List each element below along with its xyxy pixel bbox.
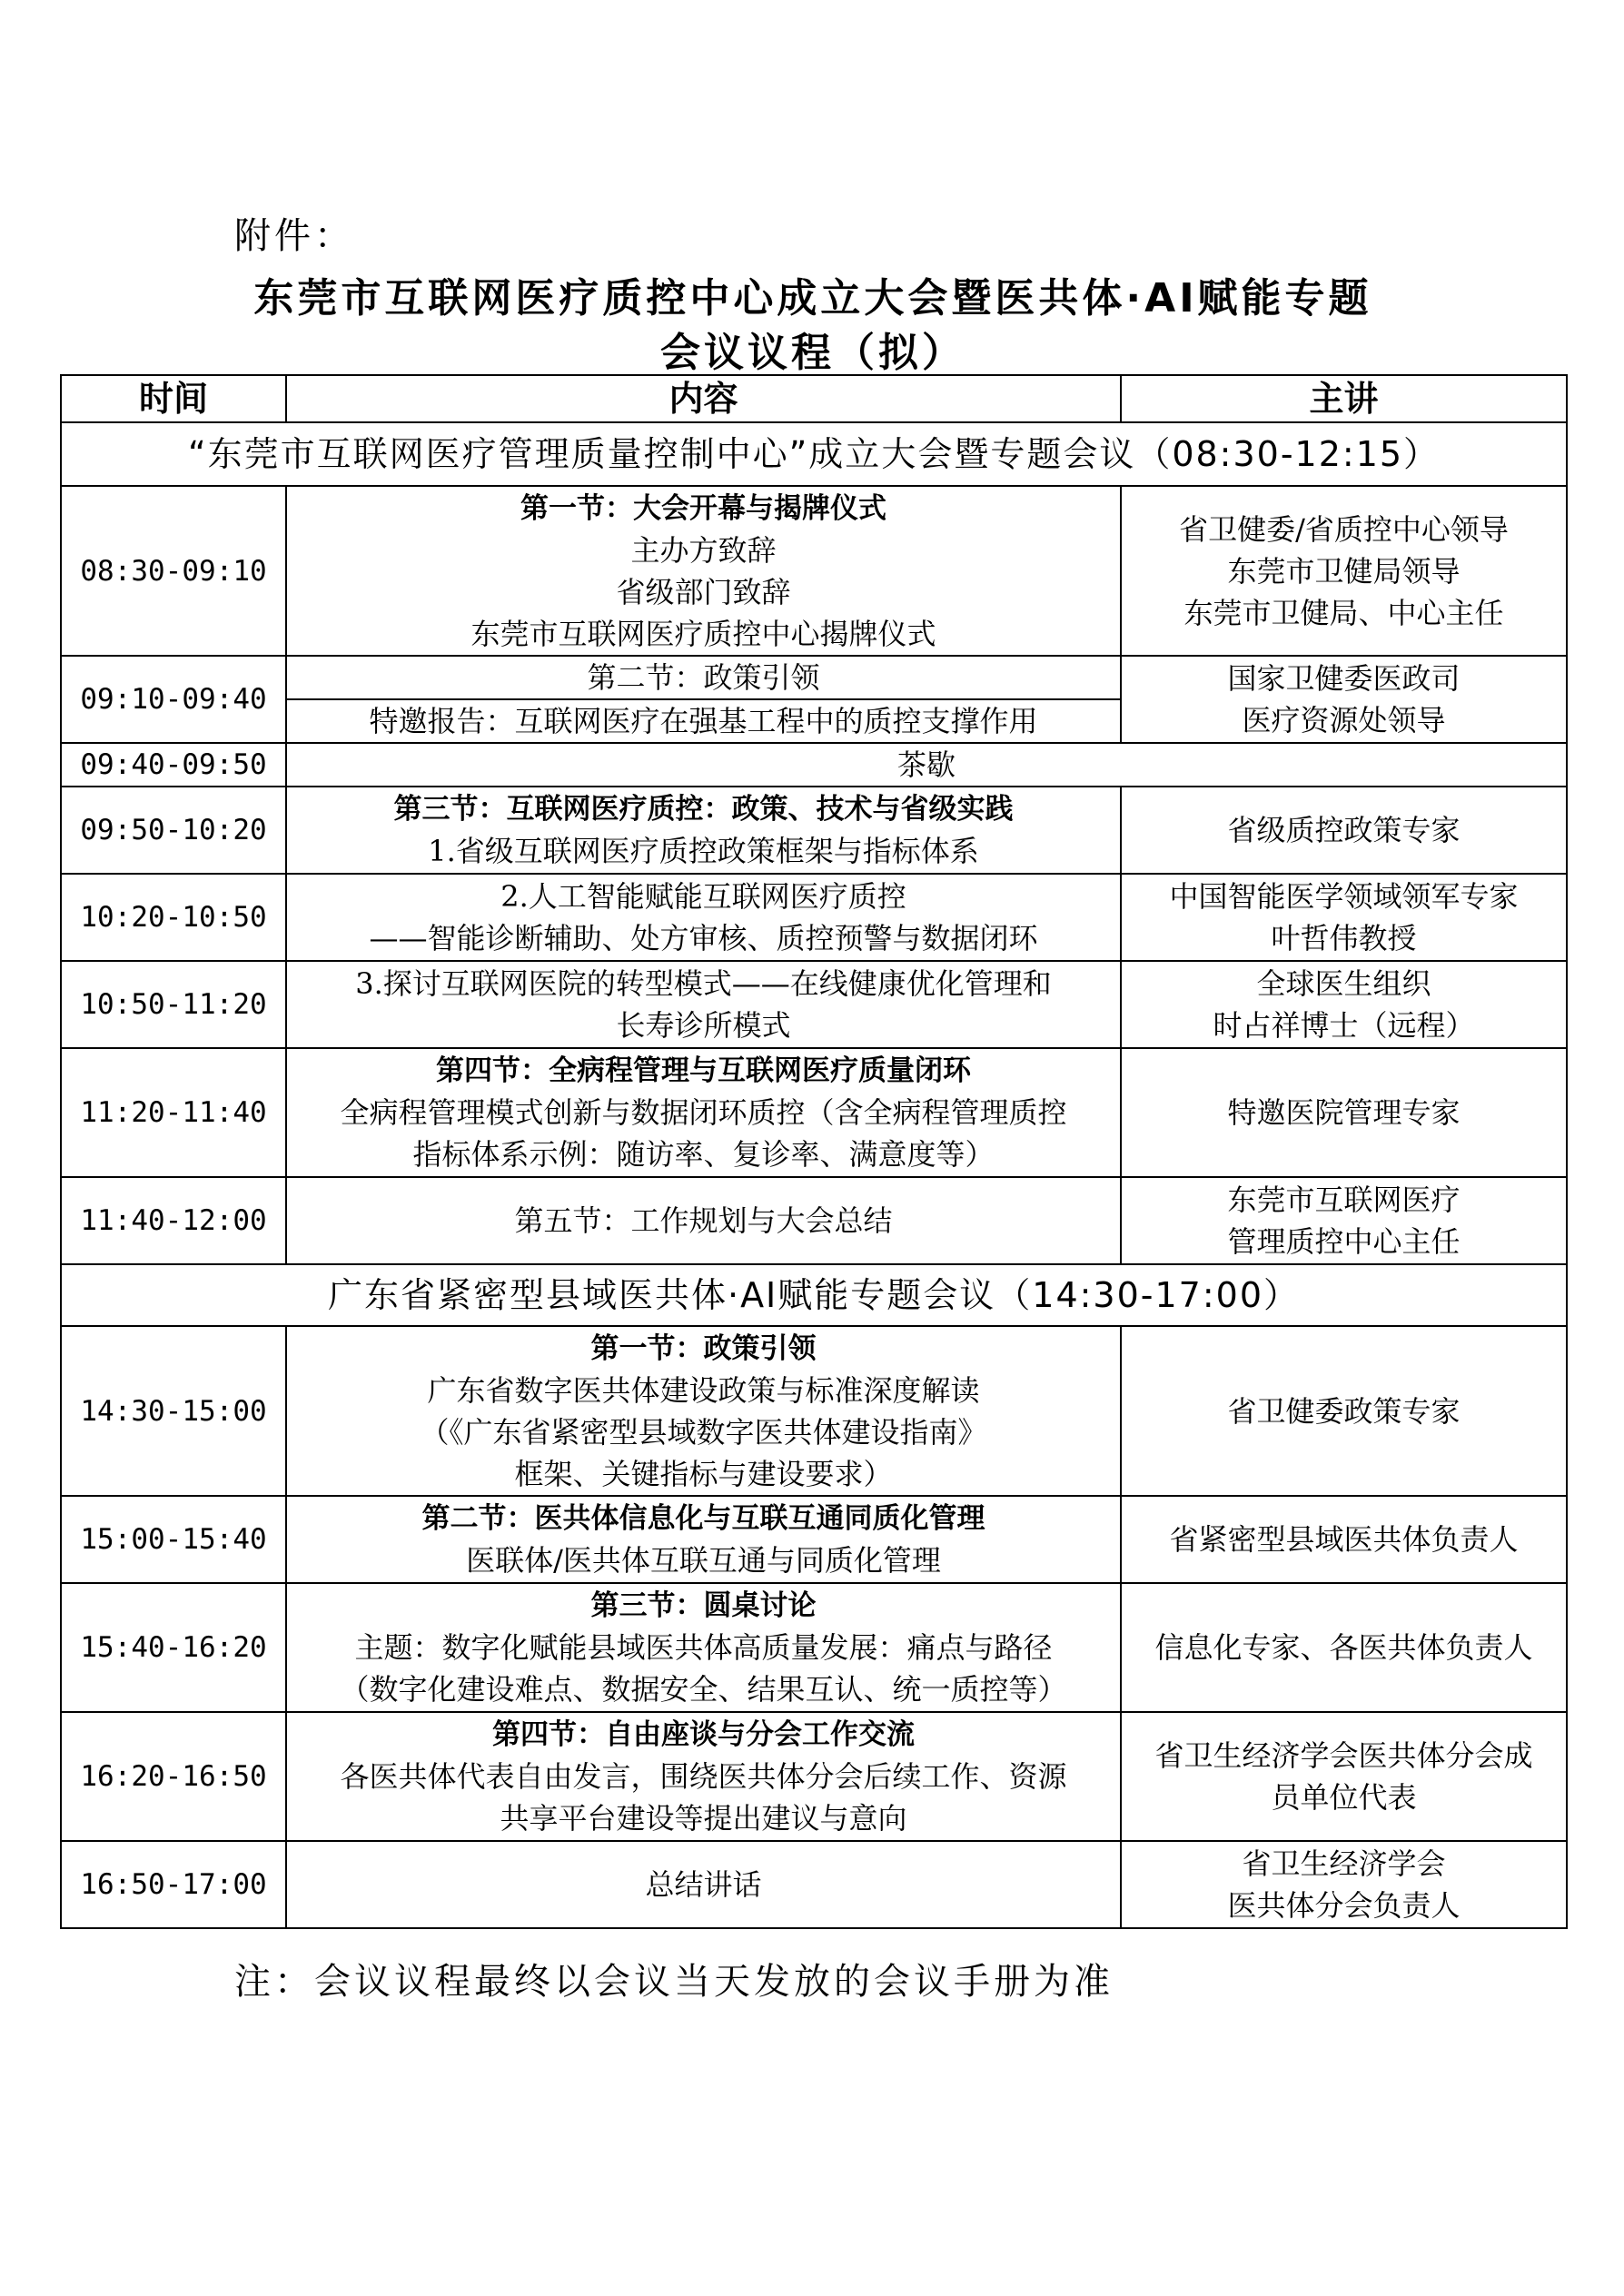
- content-line: 长寿诊所模式: [616, 1008, 791, 1043]
- footnote: 注：会议议程最终以会议当天发放的会议手册为准: [234, 1961, 1114, 2003]
- content-line: 全病程管理模式创新与数据闭环质控（含全病程管理质控: [340, 1095, 1067, 1130]
- content-line: 广东省数字医共体建设政策与标准深度解读: [427, 1372, 980, 1408]
- session-title: 第三节：互联网医疗质控：政策、技术与省级实践: [393, 793, 1014, 826]
- speaker-line: 东莞市互联网医疗: [1227, 1183, 1461, 1217]
- content-line: 医联体/医共体互联互通与同质化管理: [466, 1543, 941, 1578]
- row-content: [286, 486, 1121, 656]
- content-line: 东莞市互联网医疗质控中心揭牌仪式: [470, 616, 936, 651]
- content-line: 1.省级互联网医疗质控政策框架与指标体系: [428, 834, 979, 868]
- row-content: [286, 1712, 1121, 1841]
- table-header-row: [61, 375, 1567, 422]
- speaker-line: 叶哲伟教授: [1271, 921, 1417, 955]
- section-heading-row: [61, 1264, 1567, 1326]
- speaker-line: 国家卫健委医政司: [1227, 661, 1461, 696]
- session-title: 第二节：医共体信息化与互联互通同质化管理: [421, 1502, 985, 1535]
- session-title: 总结讲话: [286, 1841, 1121, 1928]
- row-content: [286, 1326, 1121, 1496]
- row-speaker: [1121, 1841, 1567, 1928]
- speaker-line: 管理质控中心主任: [1227, 1224, 1461, 1259]
- session-title: 第四节：自由座谈与分会工作交流: [492, 1718, 915, 1751]
- row-time: 16:50-17:00: [61, 1841, 286, 1928]
- content-line: （数字化建设难点、数据安全、结果互认、统一质控等）: [340, 1672, 1067, 1707]
- content-line: ——智能诊断辅助、处方审核、质控预警与数据闭环: [369, 921, 1038, 955]
- agenda-row: [61, 1177, 1567, 1264]
- content-line: 特邀报告：互联网医疗在强基工程中的质控支撑作用: [286, 699, 1121, 743]
- row-time: 16:20-16:50: [61, 1712, 286, 1841]
- row-speaker: [1121, 874, 1567, 961]
- content-line: 2.人工智能赋能互联网医疗质控: [500, 879, 906, 914]
- document-title: 东莞市互联网医疗质控中心成立大会暨医共体·AI赋能专题: [253, 275, 1372, 322]
- speaker-line: 医疗资源处领导: [1242, 703, 1446, 737]
- row-time: 09:10-09:40: [61, 656, 286, 743]
- section2-heading: 广东省紧密型县域医共体·AI赋能专题会议（14:30-17:00）: [61, 1264, 1567, 1326]
- agenda-row: [61, 1326, 1567, 1496]
- row-time: 10:20-10:50: [61, 874, 286, 961]
- row-time: 11:40-12:00: [61, 1177, 286, 1264]
- speaker-line: 东莞市卫健局领导: [1227, 553, 1461, 589]
- row-speaker: [1121, 1177, 1567, 1264]
- session-title: 第二节：政策引领: [286, 656, 1121, 699]
- session-title: 第一节：大会开幕与揭牌仪式: [520, 491, 886, 525]
- row-speaker: 省卫健委政策专家: [1121, 1326, 1567, 1496]
- row-content: [286, 961, 1121, 1048]
- document-subtitle: 会议议程（拟）: [660, 330, 965, 376]
- row-speaker: 信息化专家、各医共体负责人: [1121, 1583, 1567, 1712]
- row-content: [286, 1048, 1121, 1177]
- row-speaker: [1121, 1712, 1567, 1841]
- section-heading-row: [61, 422, 1567, 486]
- speaker-line: 省卫生经济学会医共体分会成: [1154, 1738, 1533, 1773]
- agenda-row: [61, 1583, 1567, 1712]
- speaker-line: 东莞市卫健局、中心主任: [1183, 595, 1504, 630]
- speaker-line: 医共体分会负责人: [1227, 1888, 1461, 1923]
- row-speaker: [1121, 656, 1567, 743]
- row-speaker: 省级质控政策专家: [1121, 787, 1567, 874]
- session-title: 第三节：圆桌讨论: [590, 1589, 817, 1622]
- row-content: [286, 787, 1121, 874]
- row-speaker: 特邀医院管理专家: [1121, 1048, 1567, 1177]
- speaker-line: 省卫健委/省质控中心领导: [1179, 511, 1509, 547]
- header-time: 时间: [61, 375, 286, 422]
- row-time: 15:40-16:20: [61, 1583, 286, 1712]
- row-speaker: [1121, 486, 1567, 656]
- row-content: [286, 1496, 1121, 1583]
- agenda-row: [61, 961, 1567, 1048]
- row-time: 08:30-09:10: [61, 486, 286, 656]
- speaker-line: 时占祥博士（远程）: [1213, 1008, 1475, 1043]
- row-speaker: [1121, 961, 1567, 1048]
- agenda-row: [61, 486, 1567, 656]
- agenda-row: [61, 743, 1567, 787]
- speaker-line: 全球医生组织: [1256, 966, 1431, 1001]
- agenda-row: [61, 874, 1567, 961]
- agenda-table: [60, 374, 1568, 1929]
- agenda-row: [61, 1496, 1567, 1583]
- content-line: 指标体系示例：随访率、复诊率、满意度等）: [412, 1137, 995, 1172]
- row-content: [286, 874, 1121, 961]
- row-speaker: 省紧密型县域医共体负责人: [1121, 1496, 1567, 1583]
- content-line: 共享平台建设等提出建议与意向: [500, 1801, 907, 1836]
- session-title: 第一节：政策引领: [590, 1331, 817, 1365]
- header-content: 内容: [286, 375, 1121, 422]
- row-time: 10:50-11:20: [61, 961, 286, 1048]
- agenda-row: [61, 656, 1567, 699]
- content-line: 3.探讨互联网医院的转型模式——在线健康优化管理和: [355, 966, 1052, 1001]
- attachment-label: 附件：: [234, 215, 354, 257]
- row-time: 14:30-15:00: [61, 1326, 286, 1496]
- content-line: 省级部门致辞: [616, 574, 791, 609]
- row-time: 09:40-09:50: [61, 743, 286, 787]
- content-line: 各医共体代表自由发言，围绕医共体分会后续工作、资源: [340, 1759, 1067, 1794]
- row-time: 11:20-11:40: [61, 1048, 286, 1177]
- speaker-line: 中国智能医学领域领军专家: [1169, 879, 1519, 914]
- section1-heading: “东莞市互联网医疗管理质量控制中心”成立大会暨专题会议（08:30-12:15）: [61, 422, 1567, 486]
- agenda-row: [61, 1712, 1567, 1841]
- agenda-row: [61, 787, 1567, 874]
- tea-break: 茶歇: [286, 743, 1567, 787]
- session-title: 第五节：工作规划与大会总结: [286, 1177, 1121, 1264]
- session-title: 第四节：全病程管理与互联网医疗质量闭环: [436, 1054, 971, 1087]
- agenda-row: [61, 1048, 1567, 1177]
- agenda-row: [61, 1841, 1567, 1928]
- content-line: 主办方致辞: [630, 532, 777, 568]
- row-content: [286, 1583, 1121, 1712]
- content-line: （《广东省紧密型县域数字医共体建设指南》: [420, 1414, 987, 1450]
- header-speaker: 主讲: [1121, 375, 1567, 422]
- speaker-line: 省卫生经济学会: [1242, 1846, 1446, 1881]
- row-time: 09:50-10:20: [61, 787, 286, 874]
- content-line: 主题：数字化赋能县域医共体高质量发展：痛点与路径: [354, 1630, 1053, 1665]
- row-time: 15:00-15:40: [61, 1496, 286, 1583]
- content-line: 框架、关键指标与建设要求）: [514, 1456, 893, 1491]
- speaker-line: 员单位代表: [1271, 1780, 1417, 1815]
